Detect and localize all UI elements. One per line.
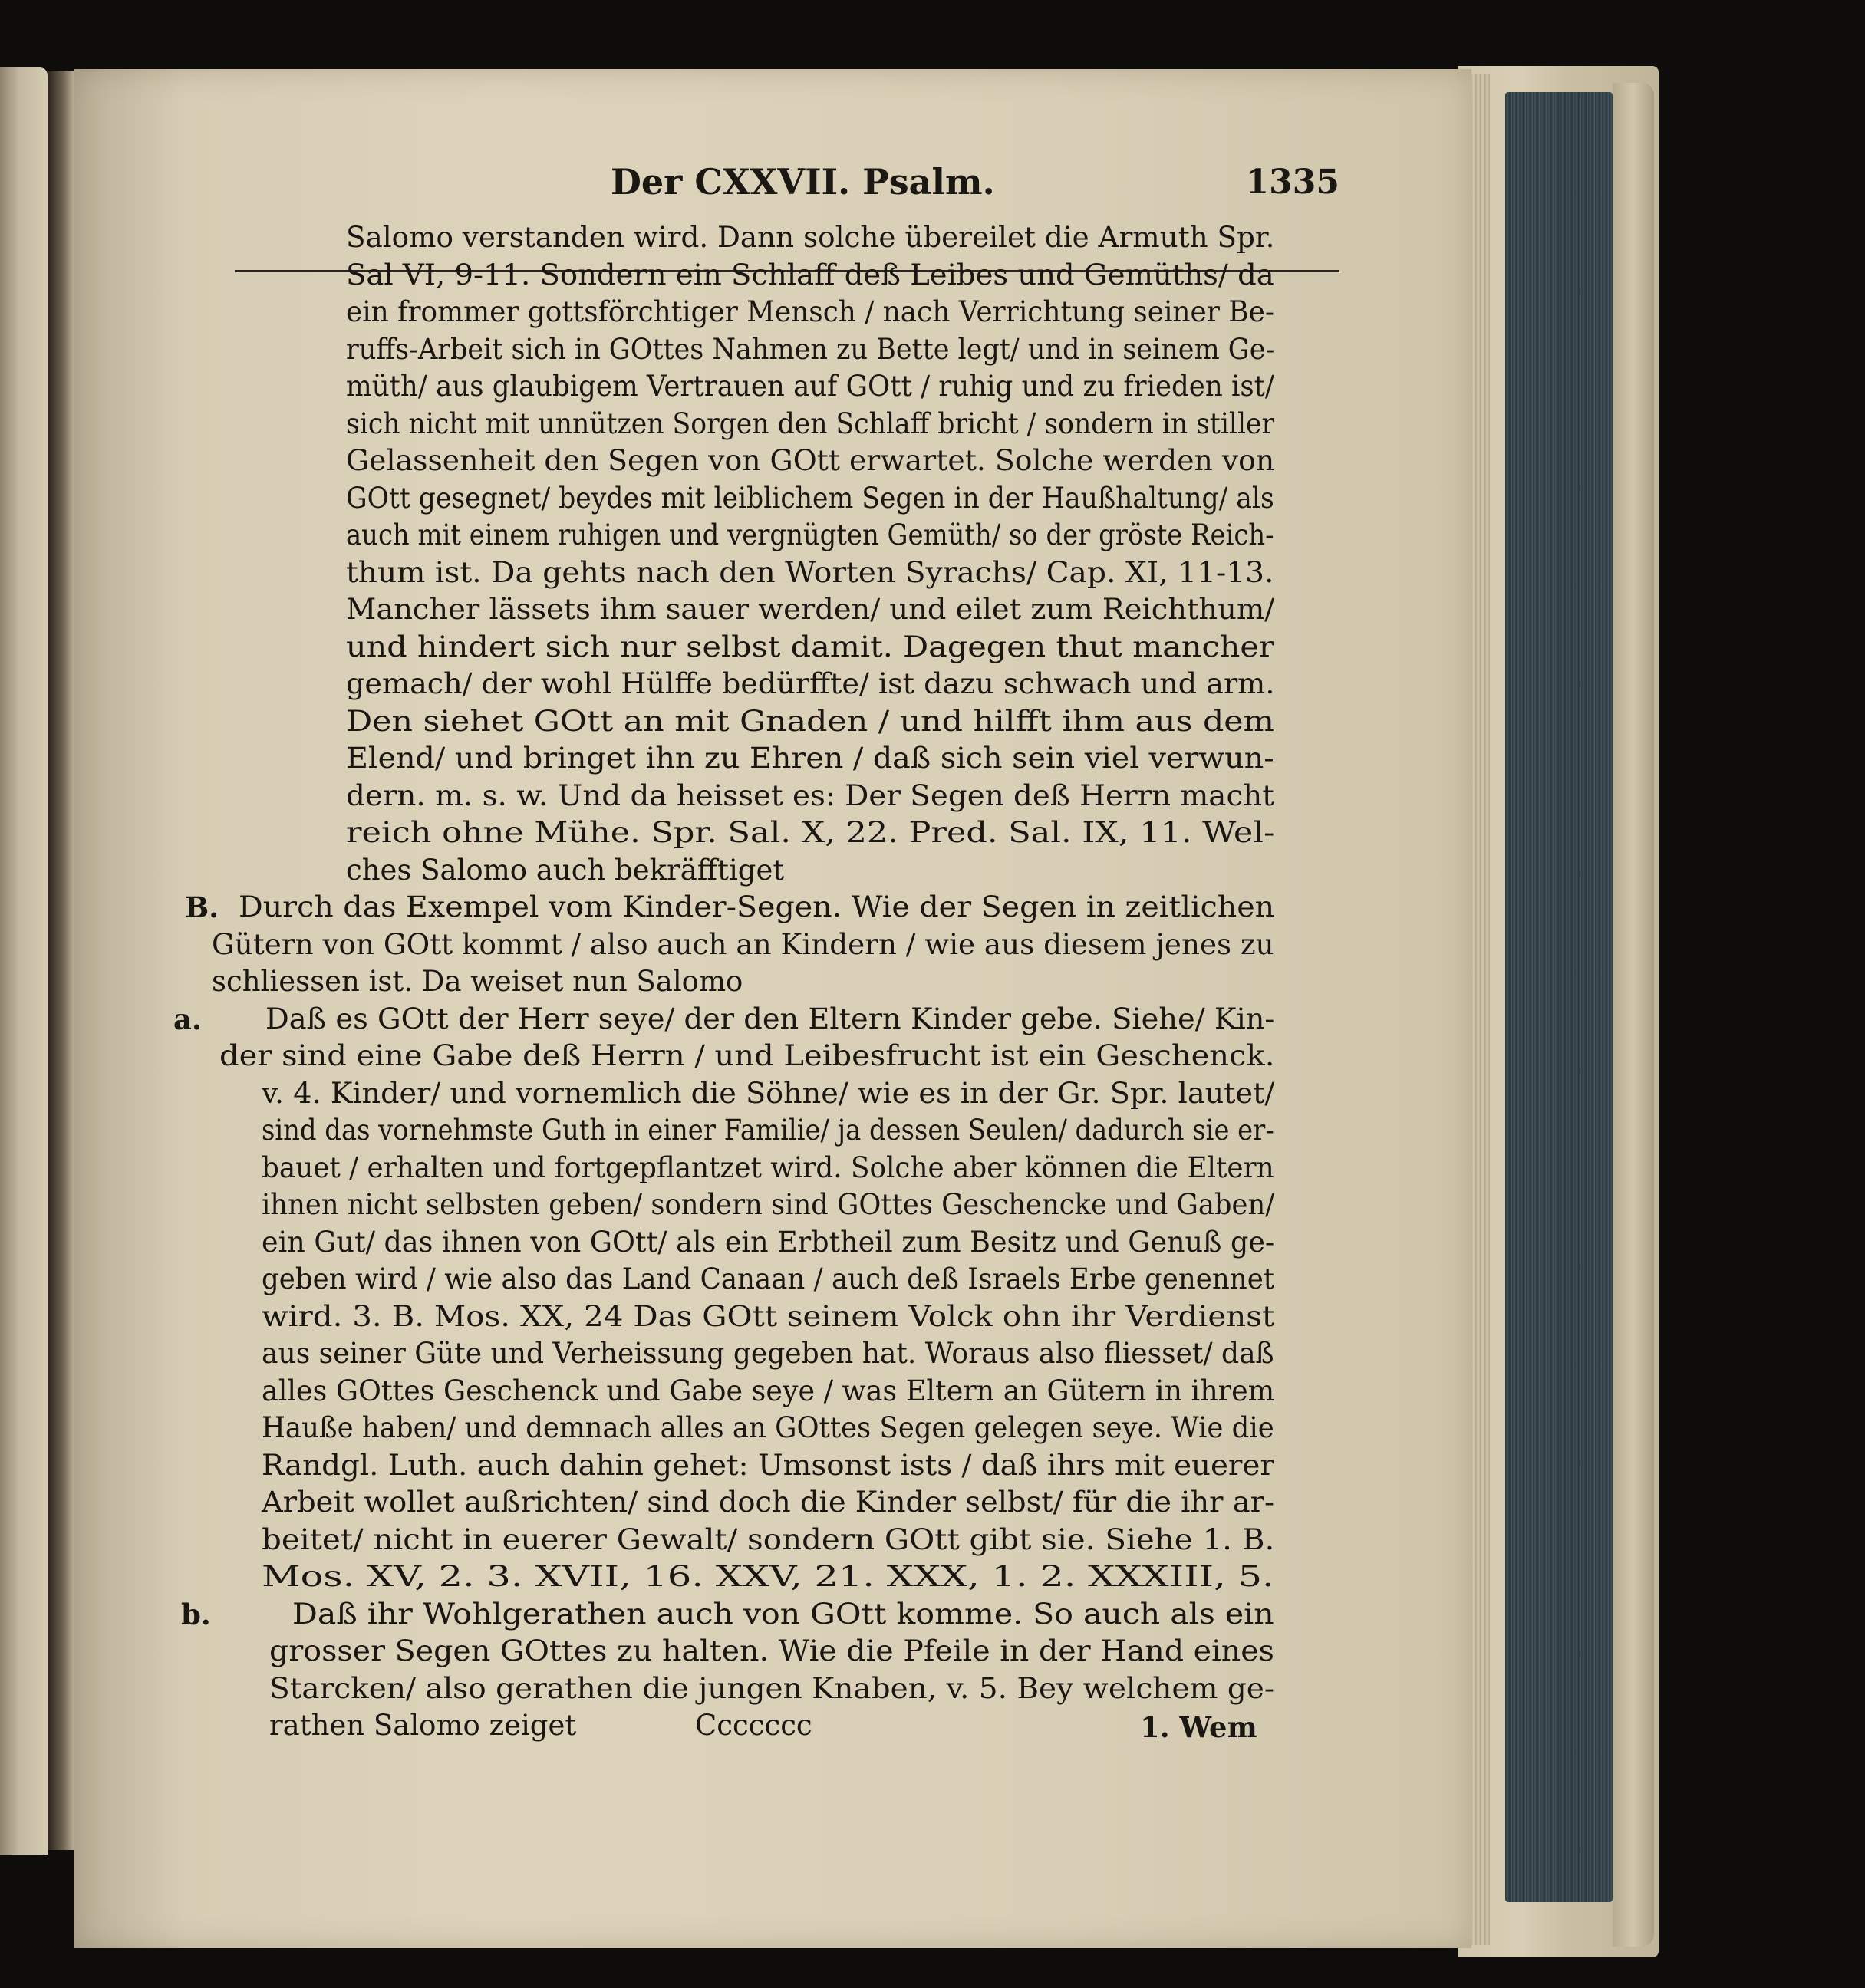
previous-page-edge	[0, 67, 48, 1855]
section-marker-b-upper: B.	[185, 890, 219, 924]
text-line: grosser Segen GOttes zu halten. Wie die Pfeile in der Hand eines	[269, 1634, 1274, 1667]
text-line: Mos. XV, 2. 3. XVII, 16. XXV, 21. XXX, 1. 2. XXXIII, 5.	[262, 1560, 1274, 1593]
text-line: Den siehet GOtt an mit Gnaden / und hilfft ihm aus dem	[346, 704, 1275, 738]
text-line: Gütern von GOtt kommt / also auch an Kindern / wie aus diesem jenes zu	[212, 927, 1274, 961]
text-line: sich nicht mit unnützen Sorgen den Schlaff bricht / sondern in stiller	[346, 406, 1275, 440]
book-gutter	[48, 71, 74, 1850]
page-number: 1335	[1245, 163, 1339, 202]
text-line: schliessen ist. Da weiset nun Salomo	[212, 965, 743, 998]
text-line: wird. 3. B. Mos. XX, 24 Das GOtt seinem Volck ohn ihr Verdienst	[262, 1299, 1275, 1333]
text-line: der sind eine Gabe deß Herrn / und Leibesfrucht ist ein Geschenck.	[219, 1039, 1275, 1072]
text-line: Sal VI, 9-11. Sondern ein Schlaff deß Leibes und Gemüths/ da	[346, 258, 1274, 291]
text-line: aus seiner Güte und Verheissung gegeben hat. Woraus also fliesset/ daß	[262, 1337, 1274, 1370]
text-line: müth/ aus glaubigem Vertrauen auf GOtt / ruhig und zu frieden ist/	[346, 370, 1274, 403]
text-line: geben wird / wie also das Land Canaan / auch deß Israels Erbe genennet	[262, 1262, 1275, 1295]
text-line: Randgl. Luth. auch dahin gehet: Umsonst ists / daß ihrs mit euerer	[262, 1448, 1274, 1482]
text-line: ihnen nicht selbsten geben/ sondern sind GOttes Geschencke und Gaben/	[262, 1188, 1275, 1221]
text-line: gemach/ der wohl Hülffe bedürffte/ ist dazu schwach und arm.	[346, 667, 1275, 700]
text-line: auch mit einem ruhigen und vergnügten Gemüth/ so der gröste Reich-	[346, 518, 1274, 551]
text-line: Salomo verstanden wird. Dann solche übereilet die Armuth Spr.	[346, 221, 1275, 254]
section-marker-a: a.	[173, 1002, 202, 1036]
section-marker-b: b.	[181, 1597, 211, 1631]
text-line: ein frommer gottsförchtiger Mensch / nach Verrichtung seiner Be-	[346, 295, 1274, 328]
text-line: Starcken/ also gerathen die jungen Knaben, v. 5. Bey welchem ge-	[269, 1671, 1275, 1705]
text-line: und hindert sich nur selbst damit. Dagegen thut mancher	[346, 630, 1274, 663]
text-line: rathen Salomo zeiget	[269, 1709, 577, 1742]
catchword: 1. Wem	[1140, 1710, 1257, 1744]
text-line: ruffs-Arbeit sich in GOttes Nahmen zu Bette legt/ und in seinem Ge-	[346, 332, 1275, 366]
text-line: ein Gut/ das ihnen von GOtt/ als ein Erbtheil zum Besitz und Genuß ge-	[262, 1225, 1275, 1259]
text-line: Elend/ und bringet ihn zu Ehren / daß sich sein viel verwun-	[346, 742, 1274, 775]
text-line: Hauße haben/ und demnach alles an GOttes Segen gelegen seye. Wie die	[262, 1411, 1274, 1444]
text-line: Gelassenheit den Segen von GOtt erwartet. Solche werden von	[346, 444, 1275, 477]
text-line: beitet/ nicht in euerer Gewalt/ sondern GOtt gibt sie. Siehe 1. B.	[262, 1522, 1275, 1556]
page-title: Der CXXVII. Psalm.	[611, 161, 995, 202]
body-text	[74, 69, 1471, 1948]
fore-edge-dark	[1505, 92, 1613, 1902]
text-line: v. 4. Kinder/ und vornemlich die Söhne/ wie es in der Gr. Spr. lautet/	[262, 1076, 1275, 1110]
text-line: Arbeit wollet außrichten/ sind doch die Kinder selbst/ für die ihr ar-	[262, 1486, 1274, 1519]
text-line: sind das vornehmste Guth in einer Familie/ ja dessen Seulen/ dadurch sie er-	[262, 1114, 1274, 1147]
text-line: thum ist. Da gehts nach den Worten Syrachs/ Cap. XI, 11-13.	[346, 555, 1274, 589]
cover-board-edge	[1613, 83, 1654, 1947]
text-line: Daß es GOtt der Herr seye/ der den Eltern Kinder gebe. Siehe/ Kin-	[265, 1002, 1275, 1035]
book-page	[74, 69, 1471, 1948]
text-line: Daß ihr Wohlgerathen auch von GOtt komme. So auch als ein	[292, 1597, 1274, 1631]
text-line: Mancher lässets ihm sauer werden/ und eilet zum Reichthum/	[346, 593, 1275, 626]
text-line: dern. m. s. w. Und da heisset es: Der Segen deß Herrn macht	[346, 778, 1274, 812]
signature-mark: Ccccccc	[695, 1709, 812, 1742]
text-line: reich ohne Mühe. Spr. Sal. X, 22. Pred. Sal. IX, 11. Wel-	[346, 816, 1275, 849]
text-line: alles GOttes Geschenck und Gabe seye / was Eltern an Gütern in ihrem	[262, 1374, 1275, 1407]
text-line: Durch das Exempel vom Kinder-Segen. Wie der Segen in zeitlichen	[239, 890, 1275, 923]
text-line: bauet / erhalten und fortgepflantzet wird. Solche aber können die Eltern	[262, 1150, 1274, 1184]
text-line: GOtt gesegnet/ beydes mit leiblichem Segen in der Haußhaltung/ als	[346, 481, 1274, 515]
text-line: ches Salomo auch bekräfftiget	[346, 853, 785, 887]
